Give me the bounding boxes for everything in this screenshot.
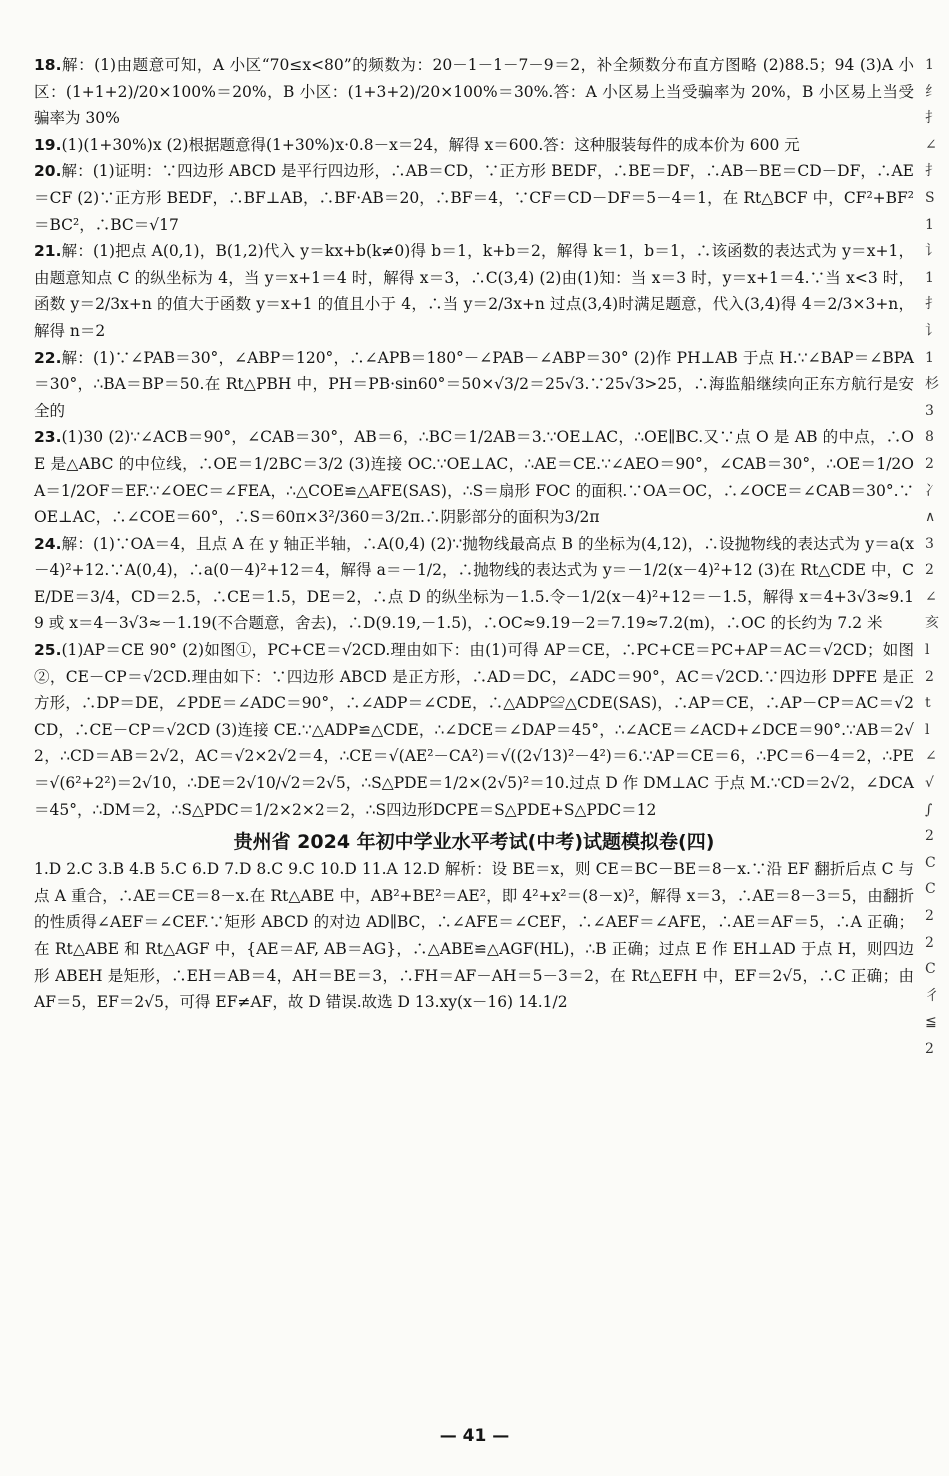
section-answers: 1.D 2.C 3.B 4.B 5.C 6.D 7.D 8.C 9.C 10.D 11.A 12.D 解析：设 BE＝x，则 CE＝BC－BE＝8－x.∵沿 EF 翻折后点 C 与点 A 重合，∴AE＝CE＝8－x.在 Rt△ABE 中，AB²+BE²＝AE²，即 4²+x²＝(8－x)²，解得 x＝3，∴AE＝8－3＝5，由翻折的性质得∠AEF＝∠CEF.∵矩形 ABCD 的对边 AD∥BC，∴∠AFE＝∠CEF，∴∠AEF＝∠AFE，∴AE＝AF＝5，∴A 正确；在 Rt△ABE 和 Rt△AGF 中，{AE＝AF, AB＝AG}，∴△ABE≌△AGF(HL)，∴B 正确；过点 E 作 EH⊥AD 于点 H，则四边形 ABEH 是矩形，∴EH＝AB＝4，AH＝BE＝3，∴FH＝AF－AH＝5－3＝2，在 Rt△EFH 中，EF＝2√5，∴C 正确；由 AF＝5，EF＝2√5，可得 EF≠AF，故 D 错误.故选 D 13.xy(x－16) 14.1/2 [34, 860, 914, 1012]
answer-21: 21.解：(1)把点 A(0,1)，B(1,2)代入 y＝kx+b(k≠0)得 b＝1，k+b＝2，解得 k＝1，b＝1，∴该函数的表达式为 y＝x+1，由题意知点 C 的纵坐标为 4，当 y＝x+1＝4 时，解得 x＝3，∴C(3,4) (2)由(1)知：当 x＝3 时，y＝x+1＝4.∵当 x<3 时，函数 y＝2/3x+n 的值大于函数 y＝x+1 的值且小于 4，∴当 y＝2/3x+n 过点(3,4)时满足题意，代入(3,4)得 4＝2/3×3+n，解得 n＝2 [34, 242, 914, 340]
answer-20: 20.解：(1)证明：∵四边形 ABCD 是平行四边形，∴AB＝CD，∵正方形 BEDF，∴BE＝DF，∴AB－BE＝CD－DF，∴AE＝CF (2)∵正方形 BEDF，∴BF⊥AB，∴BF·AB＝20，∴BF＝4，∵CF＝CD－DF＝5－4＝1，在 Rt△BCF 中，CF²+BF²＝BC²，∴BC＝√17 [34, 162, 914, 234]
answer-22: 22.解：(1)∵∠PAB＝30°，∠ABP＝120°，∴∠APB＝180°－∠PAB－∠ABP＝30° (2)作 PH⊥AB 于点 H.∵∠BAP＝∠BPA＝30°，∴BA＝BP＝50.在 Rt△PBH 中，PH＝PB·sin60°＝50×√3/2＝25√3.∵25√3>25，∴海监船继续向正东方航行是安全的 [34, 348, 914, 420]
answer-24: 24.解：(1)∵OA＝4，且点 A 在 y 轴正半轴，∴A(0,4) (2)∵抛物线最高点 B 的坐标为(4,12)，∴设抛物线的表达式为 y＝a(x－4)²+12.∵A(0,4)，∴a(0－4)²+12＝4，解得 a＝－1/2，∴抛物线的表达式为 y＝－1/2(x－4)²+12 (3)在 Rt△CDE 中，CE/DE＝3/4，CD＝2.5，∴CE＝1.5，DE＝2，∴点 D 的纵坐标为－1.5.令－1/2(x－4)²+12＝－1.5，解得 x＝4+3√3≈9.19 或 x＝4－3√3≈－1.19(不合题意，舍去)，∴D(9.19,－1.5)，∴OC≈9.19－2＝7.19≈7.2(m)，∴OC 的长约为 7.2 米 [34, 534, 914, 633]
answer-page [34, 52, 914, 1016]
answer-25: 25.(1)AP＝CE 90° (2)如图①，PC+CE＝√2CD.理由如下：由(1)可得 AP＝CE，∴PC+CE＝PC+AP＝AC＝√2CD；如图②，CE－CP＝√2CD.理由如下：∵四边形 ABCD 是正方形，∴AD＝DC，∠ADC＝90°，AC＝√2CD.∵四边形 DPFE 是正方形，∴DP＝DE，∠PDE＝∠ADC＝90°，∴∠ADP＝∠CDE，∴△ADP≌△CDE(SAS)，∴AP＝CE，∴AP－CP＝AC＝√2CD，∴CE－CP＝√2CD (3)连接 CE.∵△ADP≌△CDE，∴∠DCE＝∠DAP＝45°，∴∠ACE＝∠ACD+∠DCE＝90°.∵AB＝2√2，∴CD＝AB＝2√2，AC＝√2×2√2＝4，∴CE＝√(AE²－CA²)＝√((2√13)²－4²)＝6.∵AP＝CE＝6，∴PC＝6－4＝2，∴PE＝√(6²+2²)＝2√10，∴DE＝2√10/√2＝2√5，∴S△PDE＝1/2×(2√5)²＝10.过点 D 作 DM⊥AC 于点 M.∵CD＝2√2，∠DCA＝45°，∴DM＝2，∴S△PDC＝1/2×2×2＝2，∴S四边形DCPE＝S△PDE+S△PDC＝12 [34, 641, 914, 819]
section-title: 贵州省 2024 年初中学业水平考试(中考)试题模拟卷(四) [233, 831, 715, 854]
answer-23: 23.(1)30 (2)∵∠ACB＝90°，∠CAB＝30°，AB＝6，∴BC＝1/2AB＝3.∵OE⊥AC，∴OE∥BC.又∵点 O 是 AB 的中点，∴OE 是△ABC 的中位线，∴OE＝1/2BC＝3/2 (3)连接 OC.∵OE⊥AC，∴AE＝CE.∵∠AEO＝90°，∠CAB＝30°，∴OE＝1/2OA＝1/2OF＝EF.∵∠OEC＝∠FEA，∴△COE≌△AFE(SAS)，∴S＝扇形 FOC 的面积.∵OA＝OC，∴∠OCE＝∠CAB＝30°.∵OE⊥AC，∴∠COE＝60°，∴S＝60π×3²/360＝3/2π.∴阴影部分的面积为3/2π [34, 428, 914, 527]
page-number: — 41 — [439, 1426, 510, 1446]
right-edge-cropped-column: 1 纟 扌 ∠ 扌 S 1 讠 1 扌 讠 1 杉 3 8 2 冫 ∧ 3 2 ∠ 亥 l 2 t l ∠ √ ∫ 2 C C 2 2 C 彳 ≦ 2 [925, 57, 939, 1057]
answer-18: 18.解：(1)由题意可知，A 小区“70≤x<80”的频数为：20－1－1－7－9＝2，补全频数分布直方图略 (2)88.5；94 (3)A 小区：(1+1+2)/20×100%＝20%，B 小区：(1+3+2)/20×100%＝30%.答：A 小区易上当受骗率为 20%，B 小区易上当受骗率为 30% [34, 56, 914, 128]
answer-19: 19.(1)(1+30%)x (2)根据题意得(1+30%)x·0.8－x＝24，解得 x＝600.答：这种服装每件的成本价为 600 元 [34, 135, 800, 154]
